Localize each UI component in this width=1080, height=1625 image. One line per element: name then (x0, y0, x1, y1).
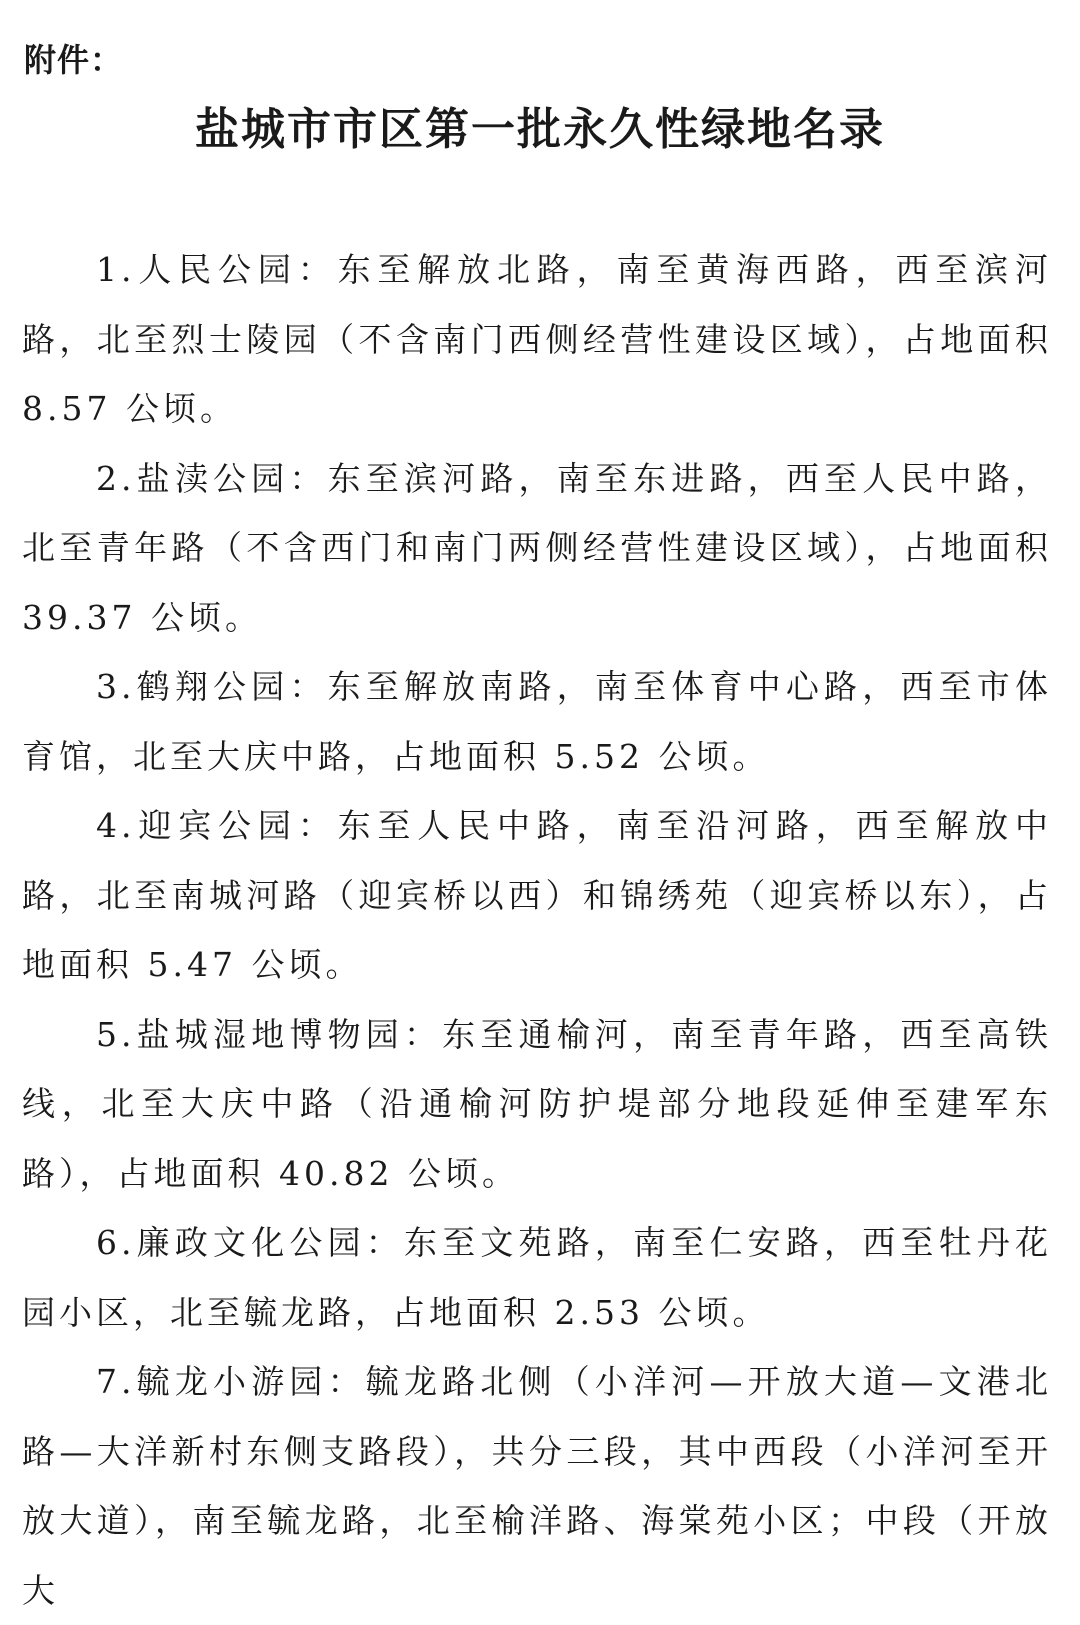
green-space-list (22, 235, 1052, 1625)
list-item: 6.廉政文化公园：东至文苑路，南至仁安路，西至牡丹花园小区，北至毓龙路，占地面积 2.53 公顷。 (22, 1223, 1052, 1332)
list-item: 4.迎宾公园：东至人民中路，南至沿河路，西至解放中路，北至南城河路（迎宾桥以西）和锦绣苑（迎宾桥以东），占地面积 5.47 公顷。 (22, 806, 1052, 984)
document-title: 盐城市市区第一批永久性绿地名录 (195, 104, 885, 155)
list-item: 3.鹤翔公园：东至解放南路，南至体育中心路，西至市体育馆，北至大庆中路，占地面积 5.52 公顷。 (22, 667, 1052, 776)
list-item: 2.盐渎公园：东至滨河路，南至东进路，西至人民中路，北至青年路（不含西门和南门两侧经营性建设区域），占地面积 39.37 公顷。 (22, 458, 1052, 637)
attachment-label: 附件： (24, 41, 124, 79)
list-item: 1.人民公园：东至解放北路，南至黄海西路，西至滨河路，北至烈士陵园（不含南门西侧经营性建设区域），占地面积 8.57 公顷。 (22, 250, 1052, 428)
list-item: 5.盐城湿地博物园：东至通榆河，南至青年路，西至高铁线，北至大庆中路（沿通榆河防护堤部分地段延伸至建军东路），占地面积 40.82 公顷。 (22, 1014, 1052, 1193)
list-item: 7.毓龙小游园：毓龙路北侧（小洋河—开放大道—文港北路—大洋新村东侧支路段），共分三段，其中西段（小洋河至开放大道），南至毓龙路，北至榆洋路、海棠苑小区；中段（开放大 (22, 1362, 1052, 1610)
